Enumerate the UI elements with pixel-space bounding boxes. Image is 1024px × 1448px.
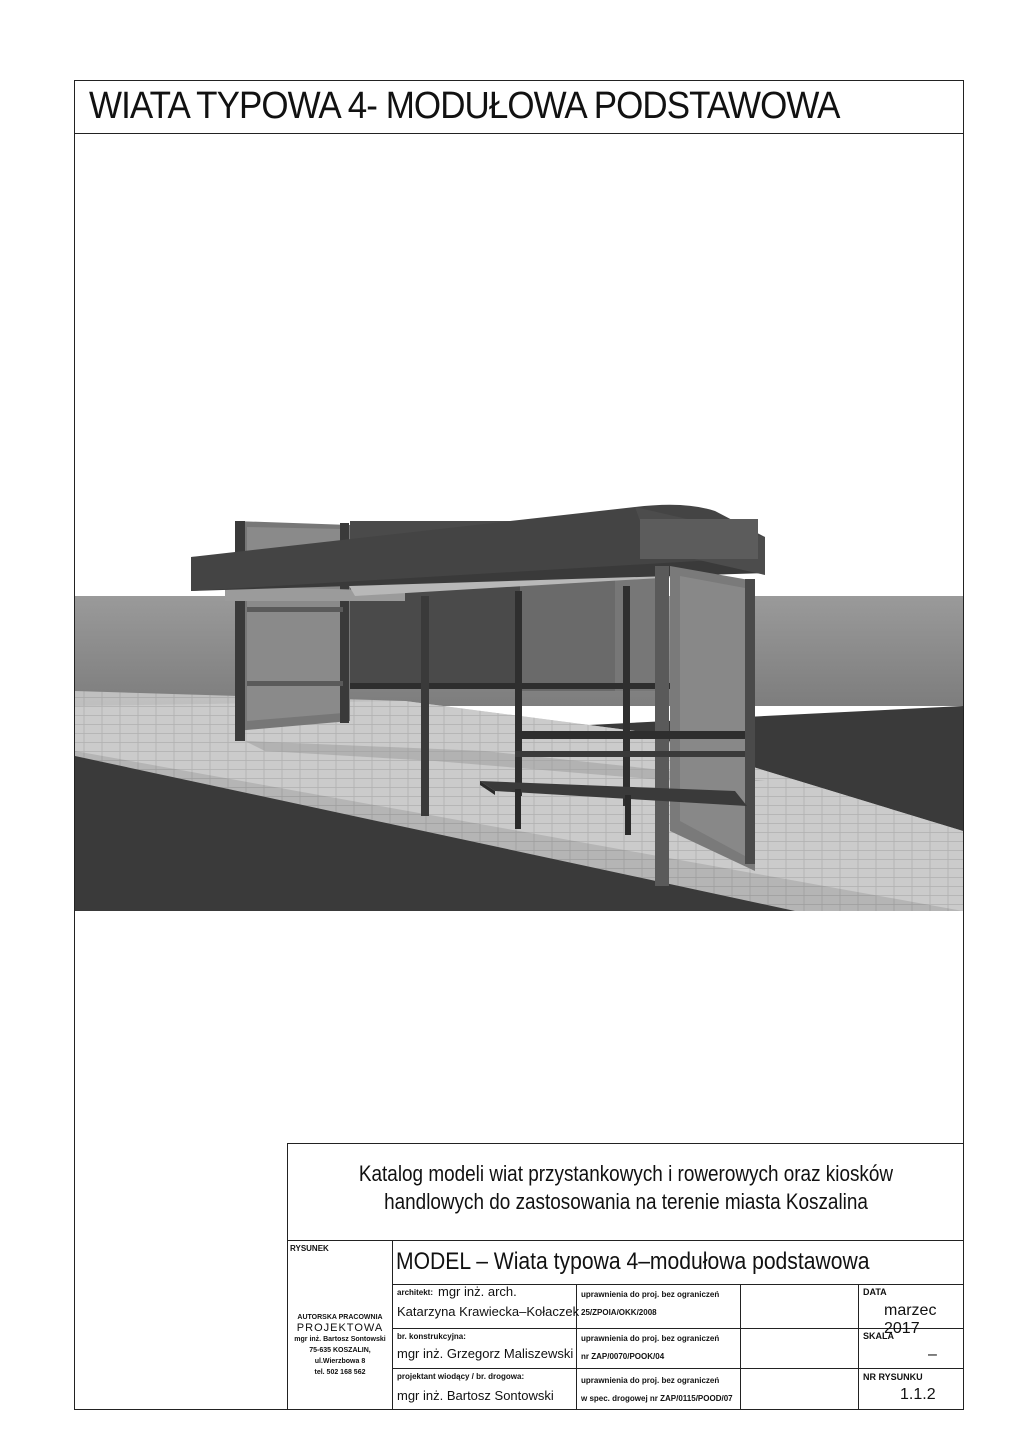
office-line-4: 75-635 KOSZALIN, ul.Wierzbowa 8 bbox=[309, 1347, 371, 1365]
architect-name: mgr inż. arch. bbox=[438, 1284, 517, 1299]
bus-shelter-render bbox=[75, 311, 963, 911]
structural-name: mgr inż. Grzegorz Maliszewski bbox=[397, 1346, 574, 1361]
drawing-number-value: 1.1.2 bbox=[900, 1386, 936, 1403]
scale-label: SKALA bbox=[863, 1331, 894, 1341]
architect-permission-label: uprawnienia do proj. bez ograniczeń bbox=[581, 1290, 720, 1299]
catalog-line-2: handlowych do zastosowania na terenie miasta Koszalina bbox=[384, 1189, 868, 1214]
lead-designer-role: projektant wiodący / br. drogowa: bbox=[397, 1372, 525, 1381]
scale-value: – bbox=[928, 1346, 937, 1363]
architect-name-2: Katarzyna Krawiecka–Kołaczek bbox=[397, 1304, 580, 1319]
lead-designer-permission-label: uprawnienia do proj. bez ograniczeń bbox=[581, 1376, 720, 1385]
structural-permission: nr ZAP/0070/POOK/04 bbox=[581, 1352, 665, 1361]
office-line-5: tel. 502 168 562 bbox=[314, 1369, 366, 1376]
sheet-title: WIATA TYPOWA 4- MODUŁOWA PODSTAWOWA bbox=[89, 85, 840, 127]
architect-role: architekt: bbox=[397, 1288, 434, 1297]
lead-designer-permission: w spec. drogowej nr ZAP/0115/POOD/07 bbox=[581, 1394, 733, 1403]
title-block bbox=[287, 1143, 964, 1410]
drawing-number-label: NR RYSUNKU bbox=[863, 1372, 923, 1382]
date-value: marzec 2017 bbox=[884, 1302, 937, 1337]
office-line-3: mgr inż. Bartosz Sontowski bbox=[294, 1336, 386, 1343]
catalog-description bbox=[335, 1160, 916, 1216]
date-label: DATA bbox=[863, 1287, 887, 1297]
drawing-sheet bbox=[74, 80, 964, 1410]
model-name: MODEL – Wiata typowa 4–modułowa podstawowa bbox=[396, 1248, 870, 1275]
architect-permission: 25/ZPOIA/OKK/2008 bbox=[581, 1308, 657, 1317]
office-line-1: AUTORSKA PRACOWNIA bbox=[297, 1314, 383, 1321]
structural-permission-label: uprawnienia do proj. bez ograniczeń bbox=[581, 1334, 720, 1343]
lead-designer-name: mgr inż. Bartosz Sontowski bbox=[397, 1388, 554, 1403]
office-line-2: PROJEKTOWA bbox=[296, 1322, 384, 1334]
catalog-line-1: Katalog modeli wiat przystankowych i rowerowych oraz kiosków bbox=[358, 1161, 894, 1186]
design-office bbox=[288, 1312, 392, 1378]
structural-role: br. konstrukcyjna: bbox=[397, 1332, 466, 1341]
title-bar bbox=[75, 81, 963, 134]
rysunek-label: RYSUNEK bbox=[290, 1244, 329, 1253]
